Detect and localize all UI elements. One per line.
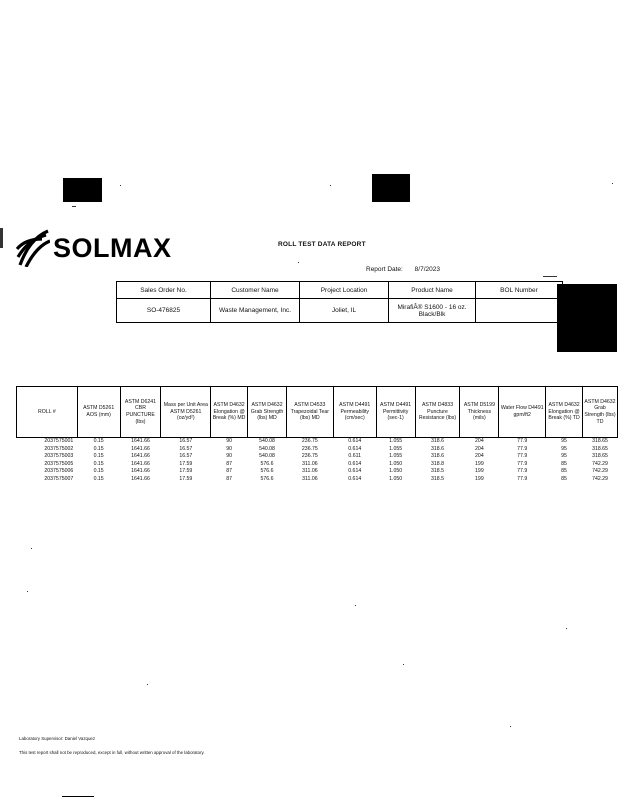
scan-speck — [403, 664, 404, 665]
table-cell: 0.614 — [348, 445, 362, 452]
table-cell: 1.055 — [389, 453, 403, 459]
table-cell: 1641.66 — [131, 468, 150, 474]
table-cell: 0.15 — [93, 453, 104, 459]
table-cell: 1.055 — [389, 438, 403, 444]
scan-speck — [355, 605, 356, 606]
table-cell: 16.57 — [179, 445, 193, 452]
table-cell: 311.06 — [302, 468, 318, 474]
column-header: ASTM D6241 CBR PUNCTURE (lbs) — [120, 387, 161, 438]
table-cell: 318.6 — [431, 438, 444, 444]
table-cell: 1.050 — [389, 460, 403, 467]
table-cell: 0.614 — [348, 475, 362, 482]
sales-order-number: SO-476825 — [117, 299, 211, 323]
scan-speck — [147, 684, 148, 685]
reproduction-notice: This test report shall not be reproduced, except in full, without written approval of the laboratory. — [19, 750, 205, 755]
table-cell: 16.57 — [179, 438, 193, 444]
report-date-label: Report Date: — [366, 266, 403, 273]
table-cell: 17.59 — [179, 460, 193, 467]
table-cell: 17.59 — [179, 475, 193, 482]
table-cell: 318.6 — [431, 453, 444, 459]
table-cell: 16.57 — [179, 453, 193, 459]
table-row — [17, 476, 618, 484]
table-cell: 318.5 — [431, 475, 444, 482]
column-header: ASTM D4533 Trapezoidal Tear (lbs) MD — [286, 387, 333, 438]
table-cell: 1641.66 — [131, 475, 150, 482]
table-cell: 311.06 — [302, 475, 318, 482]
table-cell: 236.75 — [301, 453, 318, 459]
scan-speck — [72, 206, 76, 207]
table-cell: 85 — [561, 468, 567, 474]
table-cell: 742.29 — [592, 475, 608, 482]
header-cell: Customer Name — [211, 282, 300, 299]
table-cell: 236.75 — [301, 445, 318, 452]
table-row — [17, 468, 618, 476]
table-cell: 204 — [475, 438, 484, 444]
column-header: ASTM D4632 Grab Strength (lbs) TD — [583, 387, 618, 438]
roll-number-cell: 2037575005 — [44, 460, 74, 467]
order-info-value-row — [117, 299, 563, 323]
scan-speck — [0, 228, 3, 248]
column-header: Mass per Unit Area ASTM D5261 (oz/yd²) — [161, 387, 211, 438]
scan-speck — [27, 591, 28, 592]
header-cell: Product Name — [389, 282, 476, 299]
table-cell: 90 — [226, 438, 233, 444]
table-cell: 17.59 — [179, 468, 193, 474]
table-cell: 90 — [226, 445, 233, 452]
table-cell: 318.65 — [592, 445, 608, 452]
table-cell: 77.9 — [517, 438, 528, 444]
table-cell: 318.6 — [431, 445, 444, 452]
table-cell: 95 — [561, 445, 567, 452]
roll-table-header-row — [17, 387, 618, 438]
scan-speck — [510, 726, 511, 727]
table-cell: 318.65 — [592, 453, 608, 459]
table-cell: 1641.66 — [131, 445, 150, 452]
table-cell: 576.6 — [260, 475, 274, 482]
roll-test-table — [16, 386, 618, 483]
column-header: ASTM D5199 Thickness (mils) — [460, 387, 499, 438]
roll-number-cell: 2037575001 — [44, 438, 74, 444]
table-cell: 85 — [561, 475, 567, 482]
header-cell: Project Location — [300, 282, 389, 299]
table-cell: 0.15 — [93, 460, 104, 467]
table-row — [17, 453, 618, 461]
table-cell: 1641.66 — [131, 453, 150, 459]
company-logo — [16, 228, 172, 268]
header-cell: BOL Number — [476, 282, 563, 299]
column-header: ASTM D4833 Puncture Resistance (lbs) — [415, 387, 460, 438]
table-cell: 77.9 — [517, 460, 528, 467]
lab-supervisor: Laboratory Supervisor: Daniel Vazquez — [19, 736, 96, 741]
redaction-block-right — [372, 174, 410, 202]
table-cell: 742.29 — [592, 460, 608, 467]
table-cell: 77.9 — [517, 475, 528, 482]
column-header: ASTM D4491 Permittivity (sec-1) — [376, 387, 415, 438]
report-date — [366, 266, 440, 273]
table-cell: 0.15 — [93, 438, 104, 444]
table-cell: 95 — [561, 453, 567, 459]
roll-number-cell: 2037575003 — [44, 453, 74, 459]
table-cell: 87 — [226, 475, 233, 482]
project-location: Joliet, IL — [300, 299, 389, 323]
table-cell: 742.29 — [592, 468, 608, 474]
roll-number-cell: 2037575006 — [44, 468, 74, 474]
scan-speck — [31, 548, 32, 549]
table-cell: 199 — [475, 468, 484, 474]
column-header: ROLL # — [17, 387, 78, 438]
table-cell: 0.15 — [93, 468, 104, 474]
column-header: ASTM D4632 Elongation @ Break (%) TD — [546, 387, 583, 438]
table-cell: 318.5 — [431, 468, 444, 474]
company-name: SOLMAX — [53, 232, 172, 263]
table-row — [17, 461, 618, 469]
order-info-table — [116, 281, 563, 323]
table-cell: 87 — [226, 460, 233, 467]
table-cell: 204 — [475, 445, 484, 452]
redaction-block-side — [557, 284, 617, 352]
roll-number-cell: 2037575002 — [44, 445, 74, 452]
table-cell: 77.9 — [517, 453, 528, 459]
table-cell: 199 — [475, 475, 484, 482]
table-cell: 576.6 — [260, 468, 274, 474]
table-cell: 1.055 — [389, 445, 403, 452]
table-cell: 77.9 — [517, 468, 528, 474]
table-cell: 0.611 — [348, 453, 362, 459]
scan-speck — [120, 185, 121, 186]
table-cell: 318.65 — [592, 438, 608, 444]
scan-speck — [298, 262, 299, 263]
table-row — [17, 446, 618, 454]
scan-speck — [566, 628, 567, 629]
table-cell: 0.15 — [93, 445, 104, 452]
column-header: ASTM D5261 AOS (mm) — [77, 387, 120, 438]
product-name: MirafiÂ® S1600 - 16 oz. Black/Blk — [389, 299, 476, 323]
table-cell: 95 — [561, 438, 567, 444]
table-cell: 311.06 — [302, 460, 318, 467]
table-cell: 1.050 — [389, 475, 403, 482]
column-header: Water Flow D4491 gpm/ft2 — [499, 387, 546, 438]
table-cell: 204 — [475, 453, 484, 459]
redaction-block-left — [63, 178, 102, 202]
table-cell: 87 — [226, 468, 233, 474]
table-cell: 90 — [226, 453, 233, 459]
table-cell: 540.08 — [259, 453, 275, 459]
solmax-swoosh-icon — [16, 229, 50, 267]
table-cell: 1.050 — [389, 468, 403, 474]
table-cell: 199 — [475, 460, 484, 467]
scan-speck — [612, 183, 613, 184]
order-info-header-row — [117, 282, 563, 299]
table-cell: 540.08 — [259, 445, 275, 452]
roll-number-cell: 2037575007 — [44, 475, 74, 482]
table-cell: 77.9 — [517, 445, 528, 452]
bol-number — [476, 299, 563, 323]
report-date-value: 8/7/2023 — [414, 266, 440, 273]
scan-speck — [543, 276, 557, 277]
table-cell: 540.08 — [259, 438, 275, 444]
table-cell: 576.6 — [260, 460, 274, 467]
table-cell: 236.75 — [301, 438, 318, 444]
scan-speck — [330, 185, 331, 186]
table-cell: 0.614 — [348, 460, 362, 467]
column-header: ASTM D4491 Permeability (cm/sec) — [333, 387, 376, 438]
column-header: ASTM D4632 Grab Strength (lbs) MD — [248, 387, 287, 438]
table-cell: 0.15 — [93, 475, 104, 482]
table-row — [17, 438, 618, 446]
report-title: ROLL TEST DATA REPORT — [278, 241, 366, 248]
header-cell: Sales Order No. — [117, 282, 211, 299]
column-header: ASTM D4632 Elongation @ Break (%) MD — [211, 387, 248, 438]
customer-name: Waste Management, Inc. — [211, 299, 300, 323]
table-cell: 1641.66 — [131, 438, 150, 444]
table-cell: 85 — [561, 460, 567, 467]
table-cell: 0.614 — [348, 438, 362, 444]
table-cell: 0.614 — [348, 468, 362, 474]
table-cell: 318.8 — [431, 460, 444, 467]
scan-edge-line — [62, 796, 94, 797]
table-cell: 1641.66 — [131, 460, 150, 467]
